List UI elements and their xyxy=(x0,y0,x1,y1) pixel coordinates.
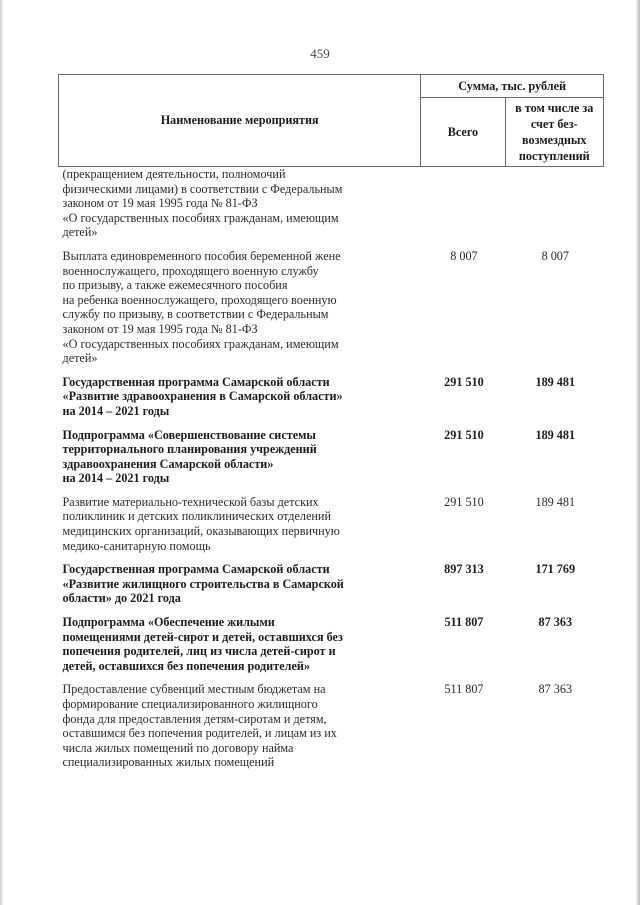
row-total: 291 510 xyxy=(444,427,484,442)
table-row xyxy=(59,495,604,562)
header-sum-group: Сумма, тыс. рублей xyxy=(421,75,604,98)
row-grants: 8 007 xyxy=(541,248,569,263)
row-name: Выплата единовременного пособия беременной жене военнослужащего, проходящего военную службу по призыву, а также ежемесячного пособия на ребенка военнослужащего, проходящего военную службу по призыву, в соответствии с Федеральным законом от 19 мая 1995 года № 81-ФЗ «О государственных пособиях гражданам, имеющим детей» xyxy=(62,248,341,366)
row-name: Предоставление субвенций местным бюджетам на формирование специализированного жилищного фонда для предоставления детям-сиротам и детям, оставшимся без попечения родителей, и лицам из их числа жилых помещений по договору найма специализированных жилых помещений xyxy=(62,682,337,770)
row-name: Государственная программа Самарской области «Развитие здравоохранения в Самарской области» на 2014 – 2021 годы xyxy=(62,374,343,418)
header-total-column: Всего xyxy=(421,98,505,167)
row-total xyxy=(421,167,505,249)
table-row xyxy=(59,167,604,249)
header-name-column: Наименование мероприятия xyxy=(59,75,421,167)
table-row-program xyxy=(59,562,604,615)
row-grants: 171 769 xyxy=(535,562,576,577)
row-name: (прекращением деятельности, полномочий физическими лицами) в соответствии с Федеральным законом от 19 мая 1995 года № 81-ФЗ «О государственных пособиях гражданам, имеющим детей» xyxy=(62,167,343,240)
row-total: 897 313 xyxy=(444,562,484,577)
row-name: Подпрограмма «Обеспечение жилыми помещениями детей-сирот и детей, оставшихся без попечения родителей, лиц из числа детей-сирот и детей, оставшихся без попечения родителей» xyxy=(62,615,343,673)
table-row-subprogram xyxy=(59,428,604,495)
table-row-subprogram xyxy=(59,615,604,682)
row-grants: 189 481 xyxy=(535,427,576,442)
row-name: Развитие материально-технической базы детских поликлиник и детских поликлинических отделений медицинских организаций, оказывающих первичную медико-санитарную помощь xyxy=(62,494,340,553)
row-grants: 87 363 xyxy=(538,682,573,697)
row-total: 291 510 xyxy=(444,374,484,389)
page-number: 459 xyxy=(310,46,330,61)
row-total: 291 510 xyxy=(444,494,484,509)
row-grants: 87 363 xyxy=(538,615,573,630)
row-grants: 189 481 xyxy=(535,494,576,509)
row-name: Подпрограмма «Совершенствование системы территориального планирования учреждений здравоохранения Самарской области» на 2014 – 2021 годы xyxy=(62,427,317,486)
header-grants-column: в том числе за счет без-возмездных поступлений xyxy=(505,98,603,167)
scan-edge-right xyxy=(636,0,640,905)
row-total: 511 807 xyxy=(444,615,484,630)
row-grants xyxy=(505,167,603,249)
table-row xyxy=(59,249,604,375)
row-name: Государственная программа Самарской области «Развитие жилищного строительства в Самарской области» до 2021 года xyxy=(62,562,344,606)
row-grants: 189 481 xyxy=(535,374,576,389)
budget-table xyxy=(58,74,604,770)
row-total: 8 007 xyxy=(450,248,478,263)
table-row-program xyxy=(59,375,604,428)
scan-edge-left xyxy=(0,0,3,905)
row-total: 511 807 xyxy=(444,682,484,697)
table-row xyxy=(59,682,604,770)
